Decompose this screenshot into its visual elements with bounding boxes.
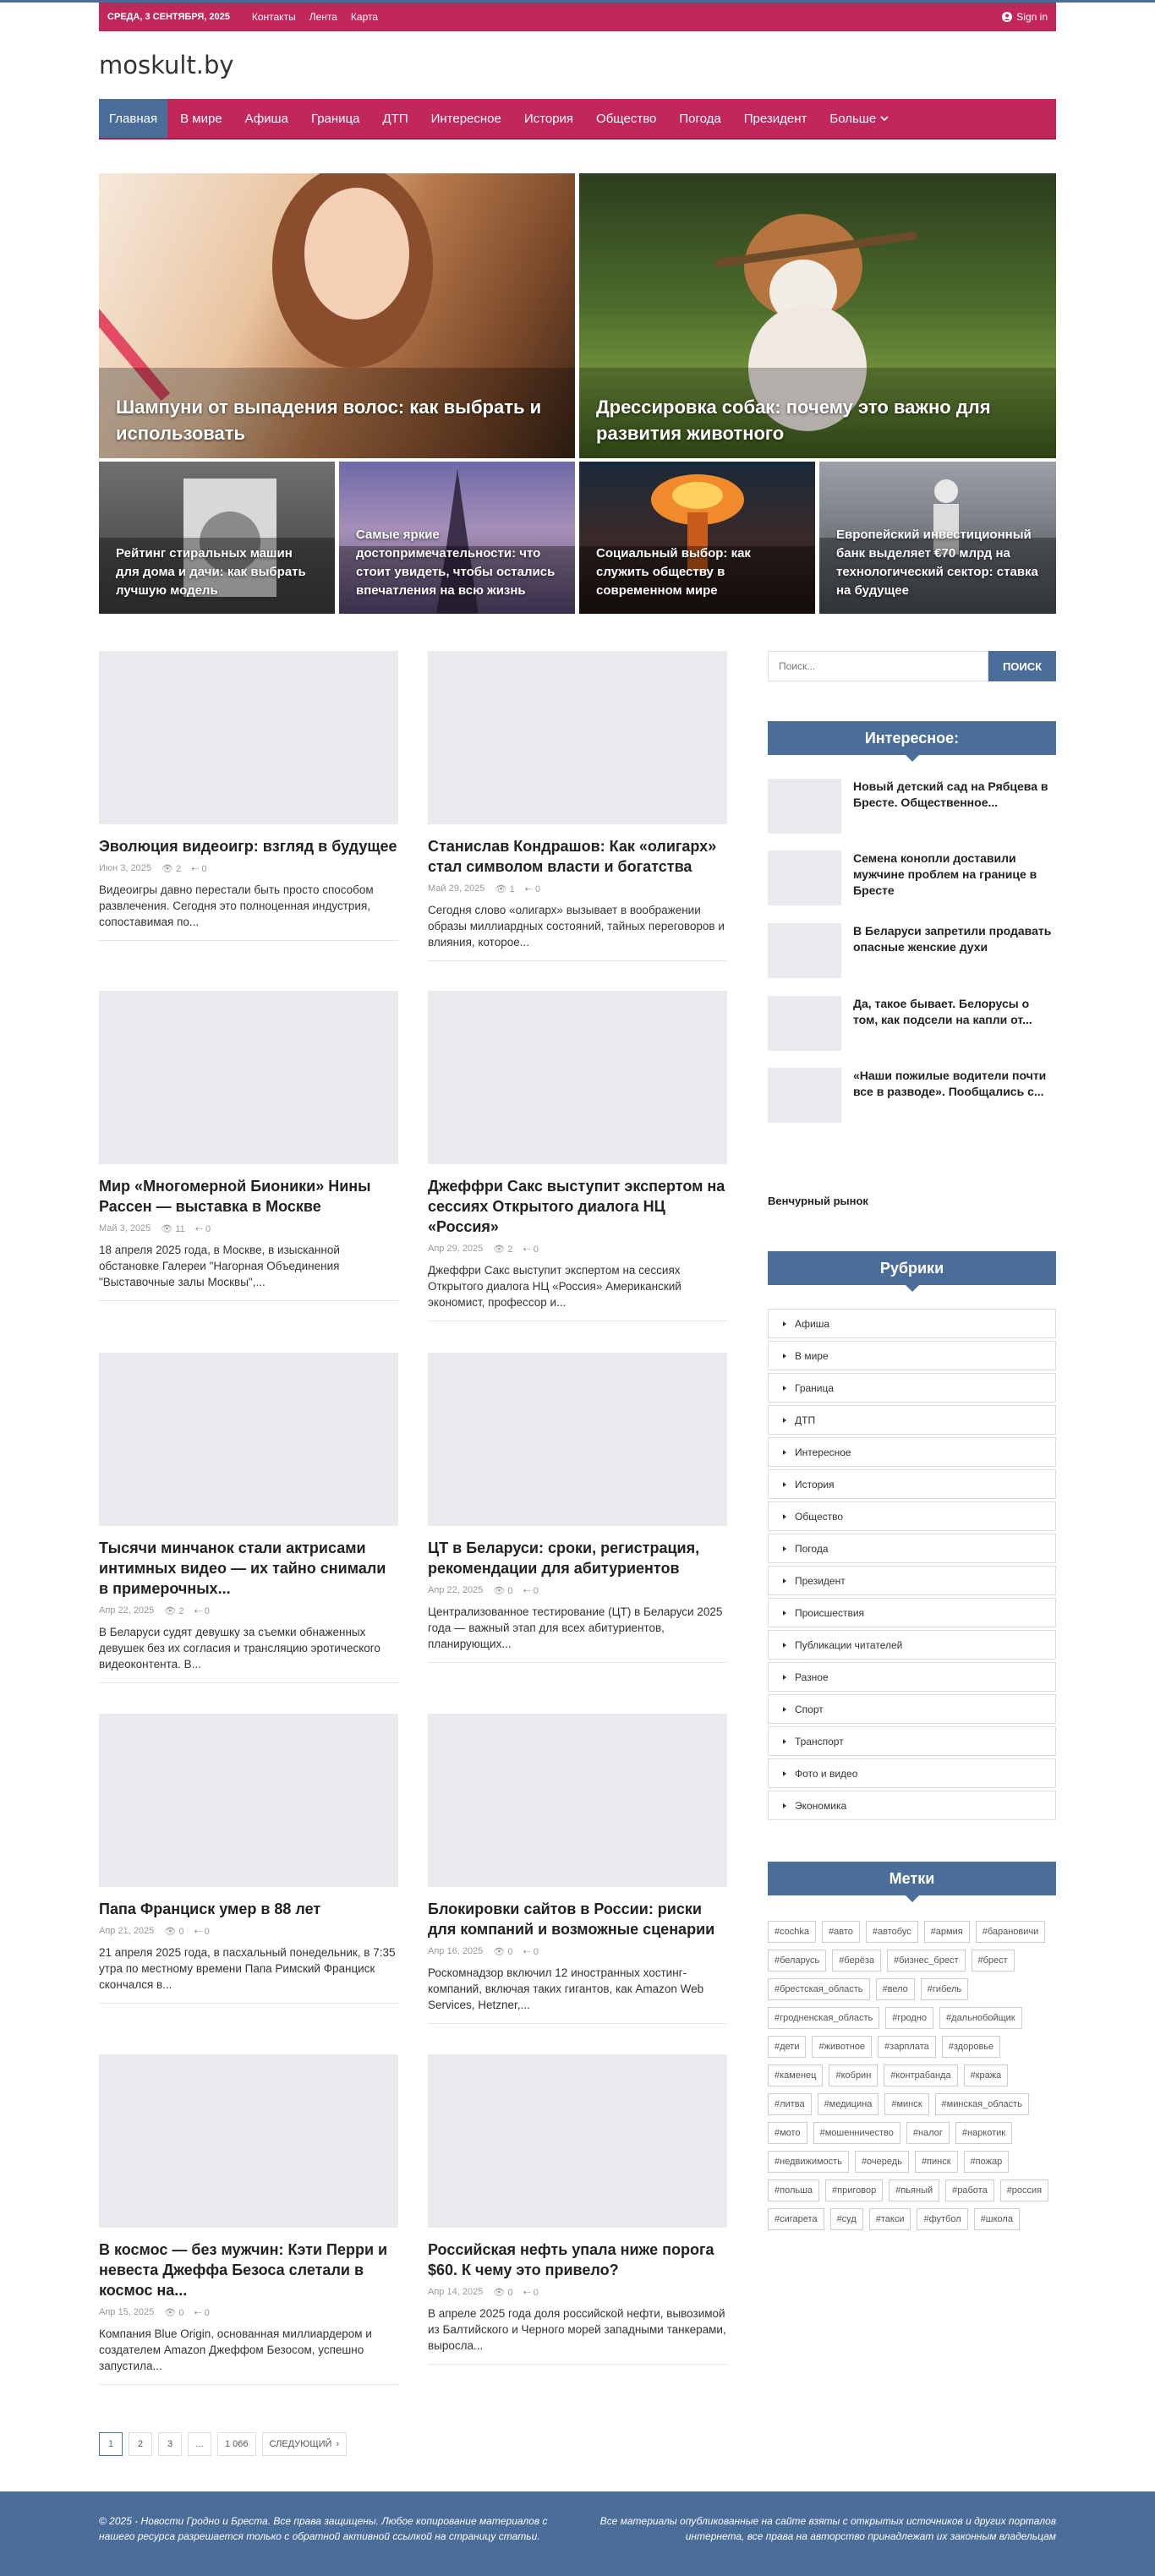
search-input[interactable] (768, 651, 988, 681)
post-title[interactable]: Тысячи минчанок стали актрисами интимных видео — их тайно снимали в примерочных... (99, 1540, 386, 1597)
post-card-2[interactable] (428, 651, 727, 961)
site-logo[interactable]: moskult.by (99, 51, 234, 79)
interesting-thumbnail[interactable] (768, 923, 841, 978)
post-card-8[interactable] (428, 1714, 727, 2024)
interesting-item-title[interactable]: Семена конопли доставили мужчине проблем на границе в Бресте (853, 851, 1037, 897)
current-date: СРЕДА, 3 СЕНТЯБРЯ, 2025 (107, 12, 230, 22)
shares-count: 0 (533, 1244, 539, 1255)
tag-link[interactable]: #налог (906, 2122, 950, 2144)
post-card-4[interactable] (428, 991, 727, 1321)
top-bar (99, 3, 1056, 31)
tag-link[interactable]: #литва (768, 2093, 812, 2115)
rubric-item[interactable]: ДТП (768, 1405, 1056, 1435)
rubric-item[interactable]: Происшествия (768, 1598, 1056, 1627)
post-thumbnail[interactable] (428, 1353, 727, 1526)
post-title[interactable]: Блокировки сайтов в России: риски для компаний и возможные сценарии (428, 1901, 715, 1938)
tag-link[interactable]: #гродненская_область (768, 2007, 879, 2029)
interesting-item-3[interactable] (768, 923, 1056, 978)
rubric-item[interactable]: Публикации читателей (768, 1630, 1056, 1660)
post-thumbnail[interactable] (99, 991, 398, 1164)
post-thumbnail[interactable] (99, 2054, 398, 2228)
topbar-link-contacts[interactable]: Контакты (251, 11, 296, 23)
divider (99, 940, 398, 941)
post-excerpt: Сегодня слово «олигарх» вызывает в воображении образы миллиардных состояний, тайных переговоров и влияния, которое... (428, 904, 725, 949)
tag-link[interactable]: #контрабанда (884, 2065, 957, 2087)
tag-link[interactable]: #недвижимость (768, 2151, 849, 2173)
post-title[interactable]: Станислав Кондрашов: Как «олигарх» стал символом власти и богатства (428, 838, 717, 875)
divider (428, 1662, 727, 1663)
divider (428, 2023, 727, 2024)
post-excerpt: В апреле 2025 года доля российской нефти, вывозимой из Балтийского и Черного морей западными танкерами, выросла... (428, 2307, 726, 2352)
post-thumbnail[interactable] (428, 651, 727, 824)
share-icon: ⇠ 0 (194, 1224, 211, 1234)
tag-link[interactable]: #пьяный (889, 2179, 939, 2201)
tag-link[interactable]: #дальнобойщик (939, 2007, 1022, 2029)
views-count: 0 (178, 1927, 184, 1937)
views-icon: 👁 0 (493, 2288, 513, 2298)
share-icon: ⇠ 0 (523, 1586, 539, 1596)
rubric-item[interactable]: Афиша (768, 1309, 1056, 1338)
tag-link[interactable]: #россия (1000, 2179, 1048, 2201)
post-excerpt: Джеффри Сакс выступит экспертом на сессиях Открытого диалога НЦ «Россия» Американский экономист, профессор и... (428, 1264, 682, 1309)
tag-link[interactable]: #брест (972, 1950, 1015, 1972)
shares-count: 0 (534, 884, 540, 894)
post-excerpt: 21 апреля 2025 года, в пасхальный понедельник, в 7:35 утра по местному времени Папа Римский Франциск скончался в... (99, 1946, 396, 1991)
tag-link[interactable]: #такси (869, 2208, 911, 2230)
post-card-9[interactable] (99, 2054, 398, 2385)
post-meta (99, 1605, 398, 1616)
post-title[interactable]: Российская нефть упала ниже порога $60. К чему это привело? (428, 2241, 714, 2278)
page-1[interactable]: 1 (99, 2432, 123, 2456)
views-icon: 👁 1 (495, 884, 515, 894)
shares-count: 0 (204, 1606, 210, 1616)
shares-count: 0 (204, 1927, 210, 1937)
interesting-item-5[interactable] (768, 1068, 1056, 1123)
post-thumbnail[interactable] (428, 991, 727, 1164)
views-icon: 👁 2 (493, 1244, 513, 1255)
user-icon (1002, 12, 1012, 22)
tag-link[interactable]: #польша (768, 2179, 819, 2201)
views-count: 2 (176, 864, 182, 874)
rubric-item[interactable]: В мире (768, 1341, 1056, 1370)
tag-link[interactable]: #вело (876, 1978, 915, 2000)
nav-item-weather[interactable]: Погода (679, 111, 721, 126)
nav-item-more[interactable] (819, 99, 899, 138)
post-excerpt: Централизованное тестирование (ЦТ) в Беларуси 2025 года — важный этап для всех абитуриентов, планирующих... (428, 1605, 723, 1650)
views-count: 11 (175, 1224, 185, 1234)
hero-card-dog[interactable] (579, 173, 1056, 458)
interesting-thumbnail[interactable] (768, 996, 841, 1051)
nav-item-dtp[interactable]: ДТП (382, 111, 408, 126)
next-page-button[interactable] (262, 2432, 348, 2456)
hero-title-6: Европейский инвестиционный банк выделяет €70 млрд на технологический сектор: ставка на будущее (836, 528, 1038, 598)
hero-title-3: Рейтинг стиральных машин для дома и дачи: как выбрать лучшую модель (116, 546, 306, 598)
interesting-item-4[interactable] (768, 996, 1056, 1051)
chevron-right-icon: › (336, 2439, 340, 2449)
views-icon: 👁 0 (493, 1947, 513, 1957)
tag-link[interactable]: #наркотик (955, 2122, 1012, 2144)
post-thumbnail[interactable] (99, 1353, 398, 1526)
nav-item-history[interactable]: История (523, 111, 574, 126)
page-2[interactable]: 2 (129, 2432, 152, 2456)
divider (99, 2003, 398, 2004)
views-icon: 👁 11 (161, 1224, 185, 1234)
post-thumbnail[interactable] (99, 651, 398, 824)
post-card-10[interactable] (428, 2054, 727, 2365)
post-meta (99, 2307, 398, 2318)
footer-disclaimer: Все материалы опубликованные на сайте взяты с открытых источников и других порталов интернета, все права на авторство принадлежат их законным владельцам (599, 2515, 1056, 2542)
divider (428, 2364, 727, 2365)
views-count: 0 (507, 2288, 513, 2298)
next-page-label: СЛЕДУЮЩИЙ (269, 2439, 332, 2449)
post-excerpt: Компания Blue Origin, основанная миллиардером и создателем Amazon Джеффом Безосом, успешно запустила... (99, 2327, 372, 2372)
interesting-item-title[interactable]: В Беларуси запретили продавать опасные женские духи (853, 924, 1052, 954)
rubric-item[interactable]: Президент (768, 1566, 1056, 1595)
post-card-7[interactable] (99, 1714, 398, 2004)
nav-item-president[interactable]: Президент (743, 111, 807, 126)
post-thumbnail[interactable] (428, 2054, 727, 2228)
rubric-item[interactable]: Общество (768, 1501, 1056, 1531)
tag-link[interactable]: #животное (812, 2036, 872, 2058)
post-date: Май 29, 2025 (428, 883, 485, 894)
views-count: 0 (178, 2308, 184, 2318)
page-last[interactable]: 1 066 (217, 2432, 256, 2456)
hero-card-shampoo[interactable] (99, 173, 575, 458)
interesting-thumbnail[interactable] (768, 1068, 841, 1123)
rubric-item[interactable]: Погода (768, 1534, 1056, 1563)
tag-link[interactable]: #приговор (825, 2179, 883, 2201)
interesting-thumbnail[interactable] (768, 850, 841, 905)
post-title[interactable]: Папа Франциск умер в 88 лет (99, 1901, 321, 1917)
post-excerpt: 18 апреля 2025 года, в Москве, в изысканной обстановке Галереи "Нагорная Объединения "Выставочные залы Москвы",... (99, 1244, 340, 1288)
rubric-item[interactable]: Фото и видео (768, 1758, 1056, 1788)
tag-link[interactable]: #барановичи (976, 1921, 1046, 1943)
page-3[interactable]: 3 (158, 2432, 182, 2456)
tag-link[interactable]: #медицина (818, 2093, 879, 2115)
tag-link[interactable]: #cochka (768, 1921, 816, 1943)
shares-count: 0 (533, 1947, 539, 1957)
rubric-item[interactable]: История (768, 1469, 1056, 1499)
tag-link[interactable]: #авто (822, 1921, 860, 1943)
hero-title-2: Дрессировка собак: почему это важно для развития животного (596, 397, 991, 444)
interesting-item-2[interactable] (768, 850, 1056, 905)
post-date: Апр 15, 2025 (99, 2307, 155, 2317)
hero-title-5: Социальный выбор: как служить обществу в современном мире (596, 546, 751, 598)
pagination (99, 2432, 347, 2456)
divider (99, 2384, 398, 2385)
rubric-item[interactable]: Транспорт (768, 1726, 1056, 1756)
post-card-3[interactable] (99, 991, 398, 1301)
shares-count: 0 (533, 1586, 539, 1596)
signin-link[interactable] (1002, 11, 1048, 23)
post-meta (99, 1223, 398, 1234)
views-count: 2 (507, 1244, 513, 1255)
post-date: Июн 3, 2025 (99, 863, 151, 873)
chevron-down-icon (880, 115, 889, 122)
topbar-link-feed[interactable]: Лента (309, 11, 337, 23)
tag-link[interactable]: #брестская_область (768, 1978, 870, 2000)
shares-count: 0 (201, 864, 207, 874)
shares-count: 0 (205, 1224, 211, 1234)
post-date: Апр 22, 2025 (99, 1605, 155, 1616)
post-excerpt: Видеоигры давно перестали быть просто способом развлечения. Сегодня это полноценная индустрия, сопоставимая по... (99, 883, 374, 928)
share-icon: ⇠ 0 (523, 2288, 539, 2298)
tag-link[interactable]: #гибель (921, 1978, 968, 2000)
tag-link[interactable]: #футбол (917, 2208, 967, 2230)
tag-link[interactable]: #школа (974, 2208, 1020, 2230)
tag-link[interactable]: #бизнес_брест (887, 1950, 966, 1972)
share-icon: ⇠ 0 (194, 1927, 210, 1937)
post-card-5[interactable] (99, 1353, 398, 1683)
post-date: Апр 21, 2025 (99, 1926, 155, 1936)
post-excerpt: В Беларуси судят девушку за съемки обнаженных девушек без их согласия и трансляцию эротического видеоконтента. В... (99, 1626, 380, 1671)
hero-card-washer[interactable] (99, 462, 335, 614)
post-thumbnail[interactable] (99, 1714, 398, 1887)
tag-link[interactable]: #мошенничество (813, 2122, 900, 2144)
widget-title-rubrics: Рубрики (768, 1251, 1056, 1285)
rubric-item[interactable]: Экономика (768, 1791, 1056, 1820)
divider (99, 1300, 398, 1301)
main-nav (99, 99, 1056, 139)
tag-link[interactable]: #кобрин (829, 2065, 878, 2087)
nav-item-home[interactable]: Главная (99, 99, 167, 138)
tag-link[interactable]: #автобус (866, 1921, 918, 1943)
views-icon: 👁 0 (164, 1927, 184, 1937)
tag-link[interactable]: #беларусь (768, 1950, 826, 1972)
tag-link[interactable]: #минская_область (935, 2093, 1029, 2115)
post-meta (99, 1926, 398, 1937)
widget-title-interesting: Интересное: (768, 721, 1056, 755)
post-thumbnail[interactable] (428, 1714, 727, 1887)
post-date: Апр 16, 2025 (428, 1946, 484, 1956)
search-button[interactable]: ПОИСК (988, 651, 1056, 681)
share-icon: ⇠ 0 (194, 1606, 210, 1616)
nav-more-label: Больше (829, 111, 877, 126)
views-count: 0 (507, 1947, 513, 1957)
tag-link[interactable]: #мото (768, 2122, 807, 2144)
views-icon: 👁 2 (161, 864, 182, 874)
post-card-1[interactable] (99, 651, 398, 941)
share-icon: ⇠ 0 (194, 2308, 210, 2318)
tag-cloud (768, 1921, 1056, 2230)
views-count: 2 (178, 1606, 184, 1616)
nav-item-afisha[interactable]: Афиша (244, 111, 288, 126)
tag-link[interactable]: #пожар (964, 2151, 1010, 2173)
rubric-item[interactable]: Спорт (768, 1694, 1056, 1724)
tag-link[interactable]: #работа (945, 2179, 994, 2201)
views-icon: 👁 2 (164, 1606, 184, 1616)
post-card-6[interactable] (428, 1353, 727, 1663)
tag-link[interactable]: #суд (830, 2208, 863, 2230)
interesting-thumbnail[interactable] (768, 779, 841, 834)
interesting-item-title[interactable]: Новый детский сад на Рябцева в Бресте. Общественное... (853, 779, 1048, 809)
post-date: Апр 22, 2025 (428, 1585, 484, 1595)
post-date: Май 3, 2025 (99, 1223, 151, 1233)
post-title[interactable]: Джеффри Сакс выступит экспертом на сессиях Открытого диалога НЦ «Россия» (428, 1178, 725, 1235)
share-icon: ⇠ 0 (523, 1244, 539, 1255)
nav-item-world[interactable]: В мире (180, 111, 222, 126)
share-icon: ⇠ 0 (191, 864, 207, 874)
post-date: Апр 29, 2025 (428, 1244, 484, 1254)
site-footer (0, 2491, 1155, 2576)
rubric-item[interactable]: Граница (768, 1373, 1056, 1403)
post-meta (428, 1585, 727, 1596)
tag-link[interactable]: #минск (884, 2093, 928, 2115)
interesting-item-1[interactable] (768, 779, 1056, 834)
hero-card-paris[interactable] (339, 462, 575, 614)
interesting-item-title[interactable]: «Наши пожилые водители почти все в разводе». Пообщались с... (853, 1069, 1047, 1098)
tag-link[interactable]: #пинск (915, 2151, 958, 2173)
divider (99, 1682, 398, 1683)
nav-item-interesting[interactable]: Интересное (430, 111, 501, 126)
tag-link[interactable]: #сигарета (768, 2208, 824, 2230)
post-title[interactable]: Эволюция видеоигр: взгляд в будущее (99, 838, 397, 855)
hero-card-robot[interactable] (819, 462, 1056, 614)
tag-link[interactable]: #очередь (855, 2151, 909, 2173)
post-meta (428, 2287, 727, 2298)
hero-title-1: Шампуни от выпадения волос: как выбрать и использовать (116, 397, 542, 444)
rubric-item[interactable]: Разное (768, 1662, 1056, 1692)
views-icon: 👁 0 (493, 1586, 513, 1596)
post-meta (428, 883, 727, 894)
page-ellipsis: ... (188, 2432, 211, 2456)
post-title[interactable]: Мир «Многомерной Бионики» Нины Рассен — выставка в Москве (99, 1178, 371, 1215)
share-icon: ⇠ 0 (524, 884, 540, 894)
tag-link[interactable]: #здоровье (942, 2036, 1000, 2058)
post-title[interactable]: ЦТ в Беларуси: сроки, регистрация, рекомендации для абитуриентов (428, 1540, 700, 1577)
topbar-link-map[interactable]: Карта (350, 11, 379, 23)
hero-card-explosion[interactable] (579, 462, 815, 614)
tag-link[interactable]: #дети (768, 2036, 806, 2058)
post-title[interactable]: В космос — без мужчин: Кэти Перри и невеста Джеффа Безоса слетали в космос на... (99, 2241, 388, 2299)
post-meta (428, 1946, 727, 1957)
views-count: 1 (509, 884, 515, 894)
post-date: Апр 14, 2025 (428, 2287, 484, 2297)
hero-title-4: Самые яркие достопримечательности: что стоит увидеть, чтобы остались впечатления на всю жизнь (356, 528, 556, 598)
views-icon: 👁 0 (164, 2308, 184, 2318)
tag-link[interactable]: #зарплата (878, 2036, 936, 2058)
views-count: 0 (507, 1586, 513, 1596)
divider (428, 960, 727, 961)
signin-label: Sign in (1016, 11, 1048, 23)
post-meta (99, 863, 398, 874)
tag-link[interactable]: #берёза (832, 1950, 881, 1972)
footer-copyright: © 2025 - Новости Гродно и Бреста. Все права защищены. Любое копирование материалов с нашего ресурса разрешается только с обратной активной ссылкой на страницу статьи. (99, 2515, 548, 2542)
shares-count: 0 (204, 2308, 210, 2318)
venture-market-link[interactable]: Венчурный рынок (768, 1195, 868, 1207)
widget-title-tags: Метки (768, 1862, 1056, 1895)
nav-item-border[interactable]: Граница (310, 111, 360, 126)
interesting-item-title[interactable]: Да, такое бывает. Белорусы о том, как подсели на капли от... (853, 997, 1032, 1026)
post-meta (428, 1244, 727, 1255)
tag-link[interactable]: #каменец (768, 2065, 823, 2087)
share-icon: ⇠ 0 (523, 1947, 539, 1957)
tag-link[interactable]: #кража (964, 2065, 1009, 2087)
rubric-item[interactable]: Интересное (768, 1437, 1056, 1467)
tag-link[interactable]: #гродно (885, 2007, 933, 2029)
nav-item-society[interactable]: Общество (596, 111, 657, 126)
shares-count: 0 (533, 2288, 539, 2298)
post-excerpt: Роскомнадзор включил 12 иностранных хостинг-компаний, включая таких гигантов, как Amazon Web Services, Hetzner,... (428, 1966, 704, 2011)
tag-link[interactable]: #армия (924, 1921, 970, 1943)
